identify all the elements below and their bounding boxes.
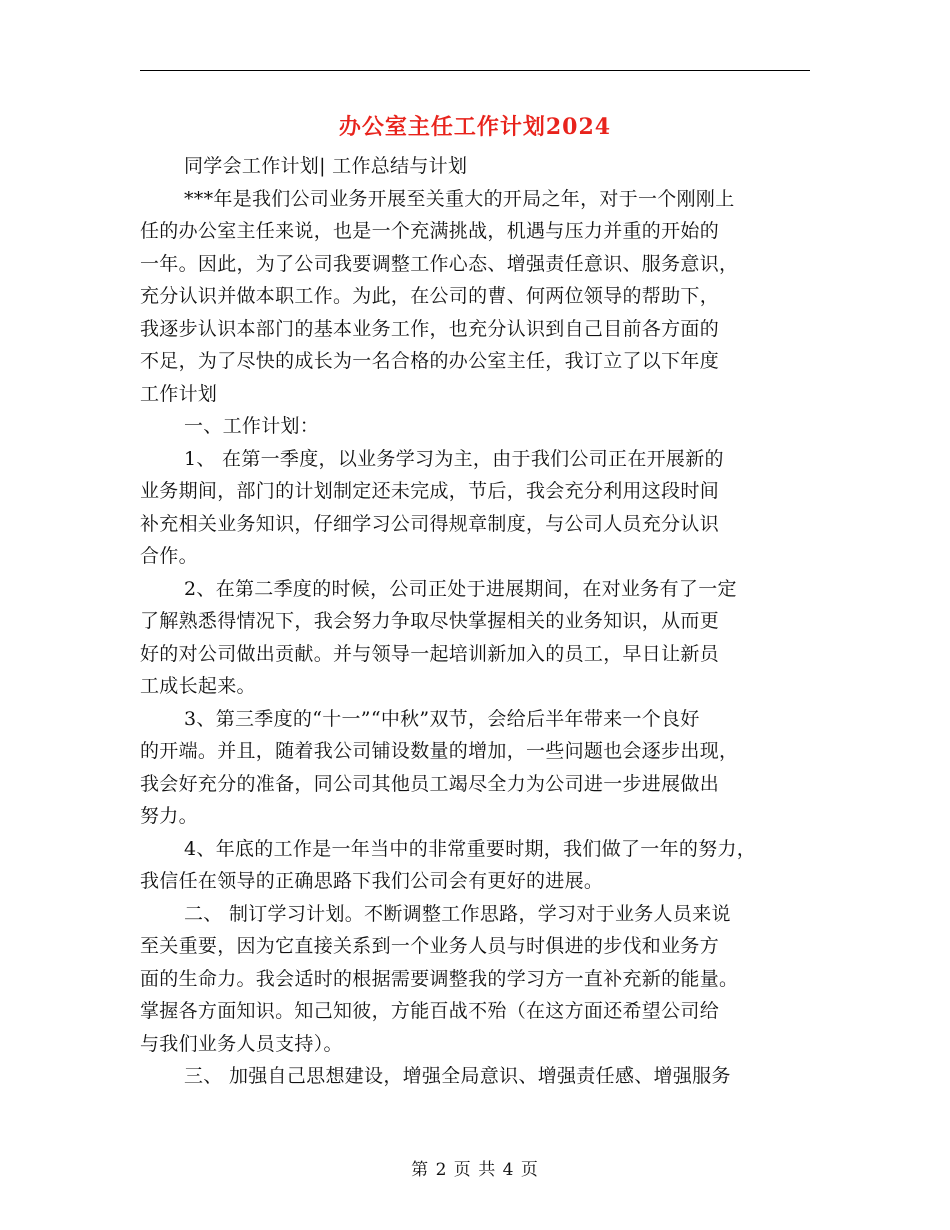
text-line: 我信任在领导的正确思路下我们公司会有更好的进展。 <box>140 870 604 892</box>
text-line: 3、第三季度的“十一”“中秋”双节，会给后半年带来一个良好 <box>184 707 700 730</box>
text-line: 补充相关业务知识，仔细学习公司得规章制度，与公司人员充分认识 <box>140 512 720 535</box>
text-line: 面的生命力。我会适时的根据需要调整我的学习方一直补充新的能量。 <box>140 967 739 990</box>
document-subtitle: 同学会工作计划| 工作总结与计划 <box>184 155 468 177</box>
paragraph-q4 <box>140 833 812 898</box>
paragraph-q2 <box>140 573 812 703</box>
text-line: 我会好充分的准备，同公司其他员工竭尽全力为公司进一步进展做出 <box>140 772 720 795</box>
text-line: 我逐步认识本部门的基本业务工作，也充分认识到自己目前各方面的 <box>140 317 720 340</box>
section-heading-work-plan <box>140 410 812 443</box>
text-line: 4、年底的工作是一年当中的非常重要时期，我们做了一年的努力， <box>184 837 757 860</box>
document-body <box>140 150 812 1093</box>
text-line: 业务期间，部门的计划制定还未完成，节后，我会充分利用这段时间 <box>140 480 720 502</box>
text-line: 工成长起来。 <box>140 675 256 697</box>
text-line: 三、 加强自己思想建设，增强全局意识、增强责任感、增强服务 <box>184 1065 731 1087</box>
text-line: 至关重要，因为它直接关系到一个业务人员与时俱进的步伐和业务方 <box>140 935 720 957</box>
text-line: 不足，为了尽快的成长为一名合格的办公室主任，我订立了以下年度 <box>140 350 720 372</box>
paragraph-study-plan <box>140 898 812 1061</box>
text-line: 1、 在第一季度，以业务学习为主，由于我们公司正在开展新的 <box>184 447 724 470</box>
header-rule <box>140 70 810 71</box>
text-line: 的开端。并且，随着我公司铺设数量的增加，一些问题也会逐步出现， <box>140 740 739 762</box>
text-line: 一年。因此，为了公司我要调整工作心态、增强责任意识、服务意识， <box>140 252 739 275</box>
paragraph-intro <box>140 183 812 411</box>
text-line: 好的对公司做出贡献。并与领导一起培训新加入的员工，早日让新员 <box>140 642 720 665</box>
paragraph-q3 <box>140 703 812 833</box>
text-line: 二、 制订学习计划。不断调整工作思路，学习对于业务人员来说 <box>184 902 731 925</box>
paragraph-q1 <box>140 443 812 573</box>
text-line: 任的办公室主任来说，也是一个充满挑战，机遇与压力并重的开始的 <box>140 220 720 242</box>
page-number: 第 2 页 共 4 页 <box>411 1160 539 1180</box>
text-line: 2、在第二季度的时候，公司正处于进展期间，在对业务有了一定 <box>184 577 737 600</box>
paragraph-thinking <box>140 1060 812 1093</box>
text-line: 了解熟悉得情况下，我会努力争取尽快掌握相关的业务知识，从而更 <box>140 610 720 632</box>
text-line: 工作计划 <box>140 382 218 405</box>
text-line: 合作。 <box>140 545 198 567</box>
text-line: 掌握各方面知识。知己知彼，方能百战不殆（在这方面还希望公司给 <box>140 1000 720 1022</box>
text-line: 一、工作计划： <box>184 415 320 437</box>
text-line: 充分认识并做本职工作。为此，在公司的曹、何两位领导的帮助下， <box>140 285 720 307</box>
text-line: 努力。 <box>140 805 198 827</box>
text-line: ***年是我们公司业务开展至关重大的开局之年，对于一个刚刚上 <box>184 187 735 210</box>
document-title: 办公室主任工作计划2024 <box>338 114 612 140</box>
text-line: 与我们业务人员支持）。 <box>140 1032 343 1055</box>
